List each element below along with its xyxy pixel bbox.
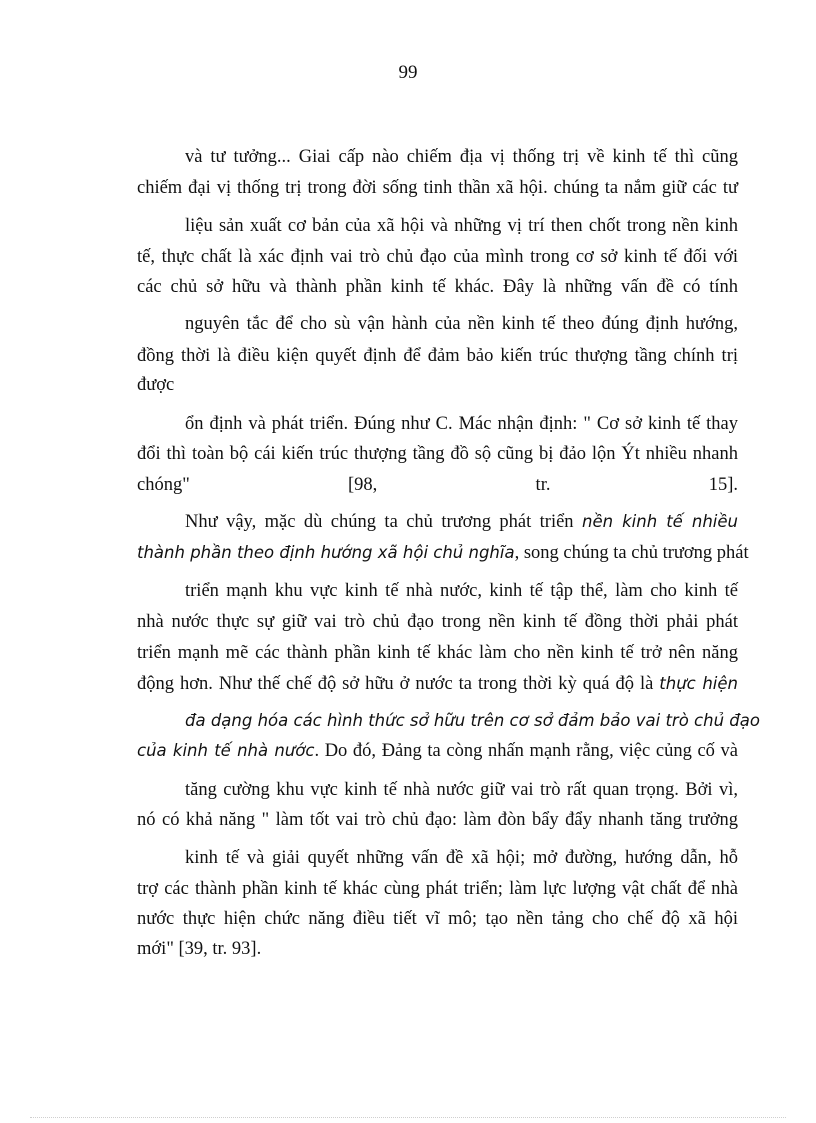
italic-text: đa dạng hóa các hình thức sở hữu trên cơ sở đảm bảo vai trò chủ đạo xyxy=(185,711,760,730)
text-segment: đổi thì toàn bộ cái kiến trúc thượng tầng đồ sộ cũng bị đảo lộn Ýt nhiều nhanh xyxy=(137,444,738,464)
italic-text: của kinh tế nhà nước xyxy=(137,741,315,760)
text-segment: Như vậy, mặc dù chúng ta chủ trương phát triển xyxy=(185,512,582,532)
text-line xyxy=(137,442,738,466)
text-segment: kinh tế và giải quyết những vấn đề xã hội; mở đường, hướng dẫn, hỗ xyxy=(185,848,738,868)
text-line xyxy=(185,709,760,733)
text-line xyxy=(185,846,738,870)
text-segment: nó có khả năng " làm tốt vai trò chủ đạo: làm đòn bẩy đẩy nhanh tăng trưởng xyxy=(137,810,738,830)
text-line xyxy=(185,778,738,802)
text-line xyxy=(185,312,738,336)
text-line xyxy=(185,579,738,603)
text-line xyxy=(137,808,738,832)
text-line xyxy=(185,214,738,238)
text-line xyxy=(137,937,738,961)
text-segment: tăng cường khu vực kinh tế nhà nước giữ vai trò rất quan trọng. Bởi vì, xyxy=(185,780,738,800)
text-segment: nguyên tắc để cho sù vận hành của nền kinh tế theo đúng định hướng, xyxy=(185,314,738,334)
italic-text: thành phần theo định hướng xã hội chủ nghĩa xyxy=(137,543,515,562)
text-segment: chóng" [98, tr. 15]. xyxy=(137,475,738,495)
text-line xyxy=(137,344,738,368)
italic-text: nền kinh tế nhiều xyxy=(582,512,738,531)
text-segment: . Do đó, Đảng ta còng nhấn mạnh rằng, việc củng cố và xyxy=(314,741,739,761)
text-segment: động hơn. Như thế chế độ sở hữu ở nước ta trong thời kỳ quá độ là xyxy=(137,674,660,694)
text-segment: và tư tưởng... Giai cấp nào chiếm địa vị thống trị về kinh tế thì cũng xyxy=(185,147,738,167)
text-line xyxy=(137,672,738,696)
text-segment: triển mạnh khu vực kinh tế nhà nước, kinh tế tập thể, làm cho kinh tế xyxy=(185,581,738,601)
text-line xyxy=(185,510,738,534)
text-segment: nước thực hiện chức năng điều tiết vĩ mô; tạo nền tảng cho chế độ xã hội xyxy=(137,909,738,929)
text-segment: ổn định và phát triển. Đúng như C. Mác nhận định: " Cơ sở kinh tế thay xyxy=(185,414,738,434)
text-line xyxy=(137,610,738,634)
text-segment: nhà nước thực sự giữ vai trò chủ đạo trong nền kinh tế đồng thời phải phát xyxy=(137,612,738,632)
text-line xyxy=(137,275,738,299)
text-line xyxy=(185,412,738,436)
text-line xyxy=(137,641,738,665)
text-segment: đồng thời là điều kiện quyết định để đảm bảo kiến trúc thượng tầng chính trị xyxy=(137,346,738,366)
text-segment: , song chúng ta chủ trương phát xyxy=(514,543,749,563)
text-segment: mới" [39, tr. 93]. xyxy=(137,939,262,959)
text-line xyxy=(185,145,738,169)
text-line xyxy=(137,245,738,269)
text-line xyxy=(137,373,738,397)
text-segment: các chủ sở hữu và thành phần kinh tế khác. Đây là những vấn đề có tính xyxy=(137,277,738,297)
text-line xyxy=(137,473,738,497)
text-line xyxy=(137,541,749,565)
italic-text: thực hiện xyxy=(659,674,738,693)
text-segment: được xyxy=(137,375,175,395)
text-line xyxy=(137,907,738,931)
text-segment: liệu sản xuất cơ bản của xã hội và những vị trí then chốt trong nền kinh xyxy=(185,216,738,236)
text-line xyxy=(137,739,738,763)
page-bottom-divider xyxy=(30,1117,786,1118)
text-line xyxy=(137,877,738,901)
text-segment: tế, thực chất là xác định vai trò chủ đạo của mình trong cơ sở kinh tế đối với xyxy=(137,247,738,267)
text-segment: chiếm đại vị thống trị trong đời sống tinh thần xã hội. chúng ta nắm giữ các tư xyxy=(137,178,738,198)
text-segment: triển mạnh mẽ các thành phần kinh tế khác làm cho nền kinh tế trở nên năng xyxy=(137,643,738,663)
text-segment: trợ các thành phần kinh tế khác cùng phát triển; làm lực lượng vật chất để nhà xyxy=(137,879,738,899)
page-number: 99 xyxy=(398,62,418,83)
text-line xyxy=(137,176,738,200)
